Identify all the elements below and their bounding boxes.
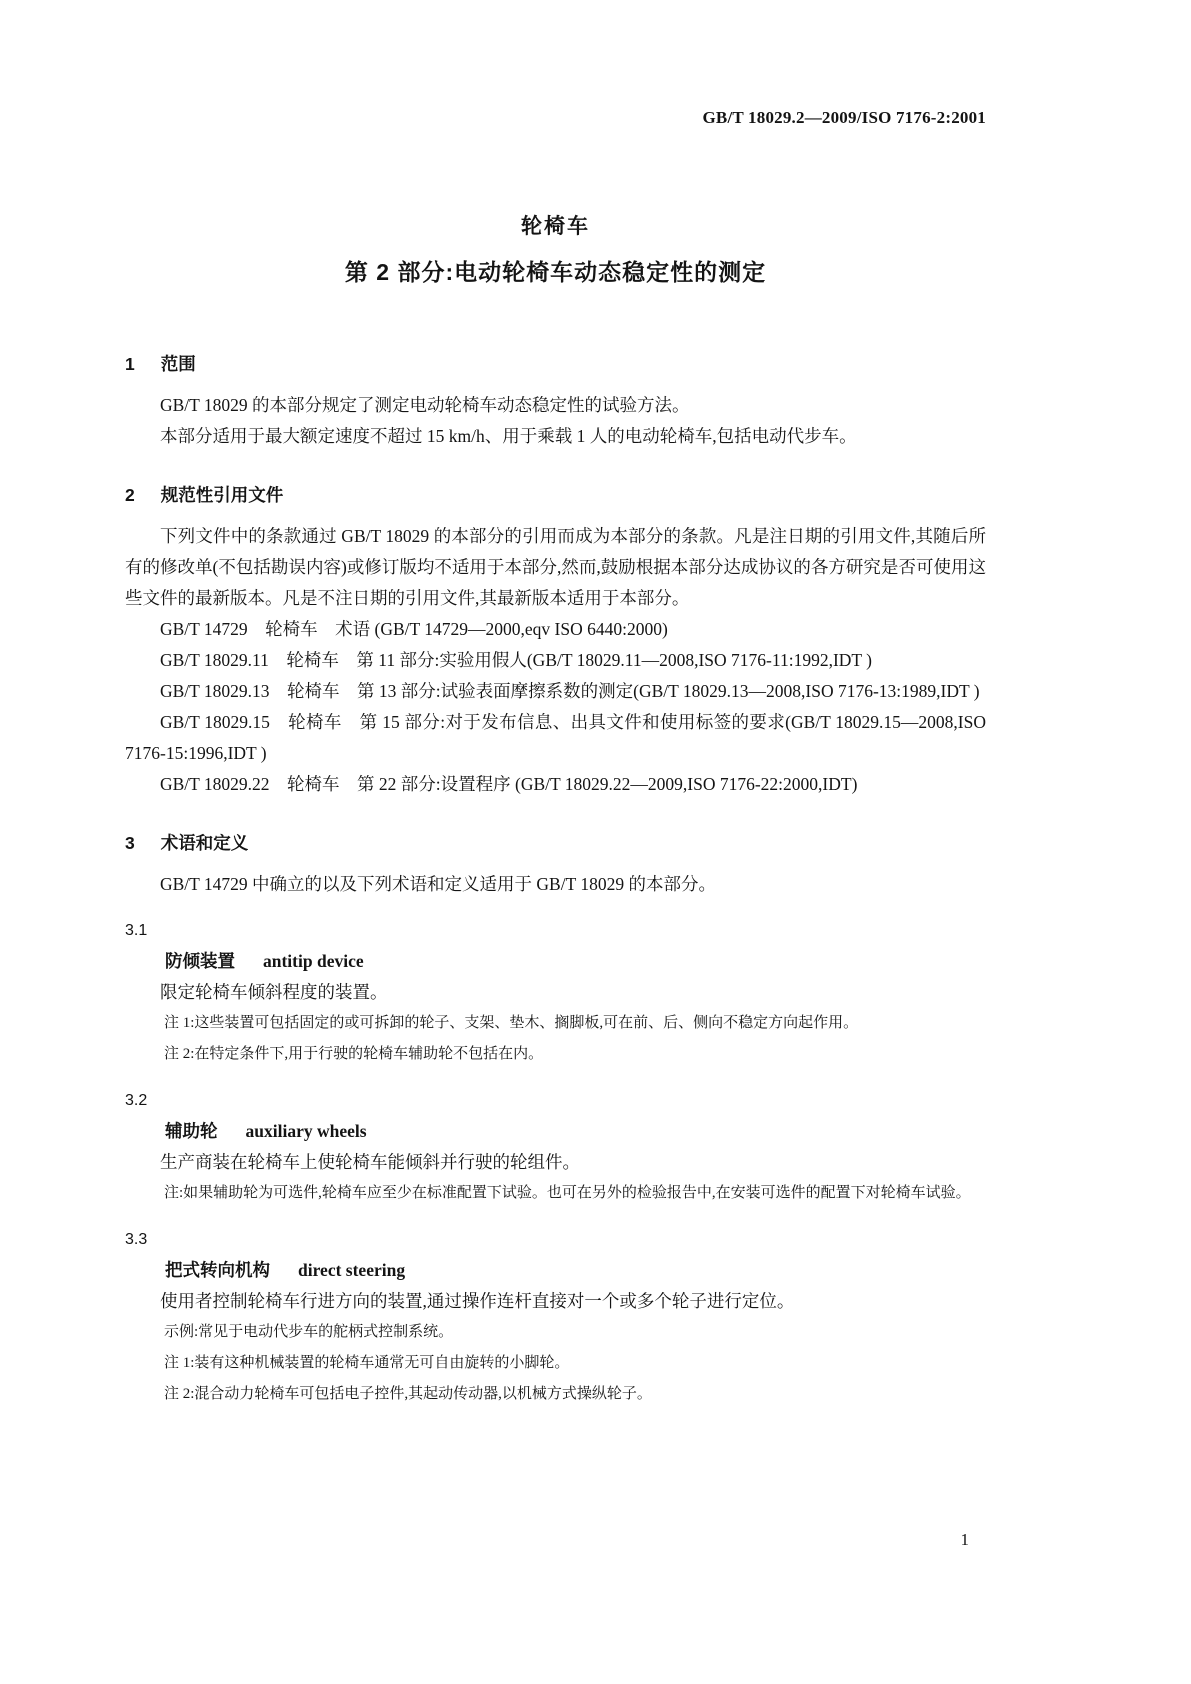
section-2-number: 2 xyxy=(125,485,135,505)
term-number: 3.3 xyxy=(125,1231,148,1248)
section-3-number: 3 xyxy=(125,833,135,853)
term-block-3-3 xyxy=(125,1225,986,1410)
term-number: 3.1 xyxy=(125,922,148,939)
term-number: 3.2 xyxy=(125,1092,148,1109)
term-note: 注 1:这些装置可包括固定的或可拆卸的轮子、支架、垫木、搁脚板,可在前、后、侧向不稳定方向起作用。 xyxy=(164,1015,859,1031)
term-name-zh: 把式转向机构 xyxy=(165,1260,270,1280)
term-definition: 使用者控制轮椅车行进方向的装置,通过操作连杆直接对一个或多个轮子进行定位。 xyxy=(160,1291,795,1311)
term-name xyxy=(165,1116,986,1147)
doc-title xyxy=(125,210,986,287)
term-name-en: antitip device xyxy=(263,951,364,971)
paragraph: 本部分适用于最大额定速度不超过 15 km/h、用于乘载 1 人的电动轮椅车,包括电动代步车。 xyxy=(160,426,857,446)
reference-item: GB/T 14729 轮椅车 术语 (GB/T 14729—2000,eqv ISO 6440:2000) xyxy=(160,619,668,639)
paragraph: GB/T 18029 的本部分规定了测定电动轮椅车动态稳定性的试验方法。 xyxy=(160,395,690,415)
paragraph: 下列文件中的条款通过 GB/T 18029 的本部分的引用而成为本部分的条款。凡是注日期的引用文件,其随后所有的修改单(不包括勘误内容)或修订版均不适用于本部分,然而,鼓励根据本部分达成协议的各方研究是否可使用这些文件的最新版本。凡是不注日期的引用文件,其最新版本适用于本部分。 xyxy=(125,526,986,608)
doc-title-line2: 第 2 部分:电动轮椅车动态稳定性的测定 xyxy=(344,259,767,285)
term-name-en: direct steering xyxy=(298,1260,406,1280)
term-name-en: auxiliary wheels xyxy=(245,1121,367,1141)
term-note: 注 2:在特定条件下,用于行驶的轮椅车辅助轮不包括在内。 xyxy=(164,1046,544,1062)
term-name xyxy=(165,946,986,977)
term-name xyxy=(165,1255,986,1286)
section-1-heading xyxy=(125,351,986,376)
paragraph: GB/T 14729 中确立的以及下列术语和定义适用于 GB/T 18029 的本部分。 xyxy=(160,874,716,894)
term-note: 注 2:混合动力轮椅车可包括电子控件,其起动传动器,以机械方式操纵轮子。 xyxy=(164,1386,652,1402)
page-number: 1 xyxy=(960,1530,969,1549)
section-1-number: 1 xyxy=(125,354,135,374)
doc-title-line1: 轮椅车 xyxy=(521,215,590,238)
doc-code: GB/T 18029.2—2009/ISO 7176-2:2001 xyxy=(702,108,986,127)
section-3-title: 术语和定义 xyxy=(160,833,249,853)
term-definition: 生产商装在轮椅车上使轮椅车能倾斜并行驶的轮组件。 xyxy=(160,1152,580,1172)
term-note: 注:如果辅助轮为可选件,轮椅车应至少在标准配置下试验。也可在另外的检验报告中,在安装可选件的配置下对轮椅车试验。 xyxy=(164,1185,971,1201)
term-example: 示例:常见于电动代步车的舵柄式控制系统。 xyxy=(164,1324,454,1340)
normative-references-list xyxy=(125,614,986,800)
reference-item: GB/T 18029.22 轮椅车 第 22 部分:设置程序 (GB/T 18029.22—2009,ISO 7176-22:2000,IDT) xyxy=(160,774,858,794)
section-2-heading xyxy=(125,482,986,507)
term-definition: 限定轮椅车倾斜程度的装置。 xyxy=(160,982,388,1002)
term-name-zh: 辅助轮 xyxy=(165,1121,218,1141)
term-block-3-1 xyxy=(125,916,986,1070)
reference-item: GB/T 18029.15 轮椅车 第 15 部分:对于发布信息、出具文件和使用标签的要求(GB/T 18029.15—2008,ISO 7176-15:1996,IDT ) xyxy=(125,712,986,763)
term-note: 注 1:装有这种机械装置的轮椅车通常无可自由旋转的小脚轮。 xyxy=(164,1355,570,1371)
reference-item: GB/T 18029.13 轮椅车 第 13 部分:试验表面摩擦系数的测定(GB/T 18029.13—2008,ISO 7176-13:1989,IDT ) xyxy=(160,681,980,701)
term-block-3-2 xyxy=(125,1086,986,1209)
section-2-title: 规范性引用文件 xyxy=(160,485,284,505)
reference-item: GB/T 18029.11 轮椅车 第 11 部分:实验用假人(GB/T 18029.11—2008,ISO 7176-11:1992,IDT ) xyxy=(160,650,872,670)
section-1-title: 范围 xyxy=(160,354,196,374)
term-name-zh: 防倾装置 xyxy=(165,951,235,971)
section-3-heading xyxy=(125,830,986,855)
